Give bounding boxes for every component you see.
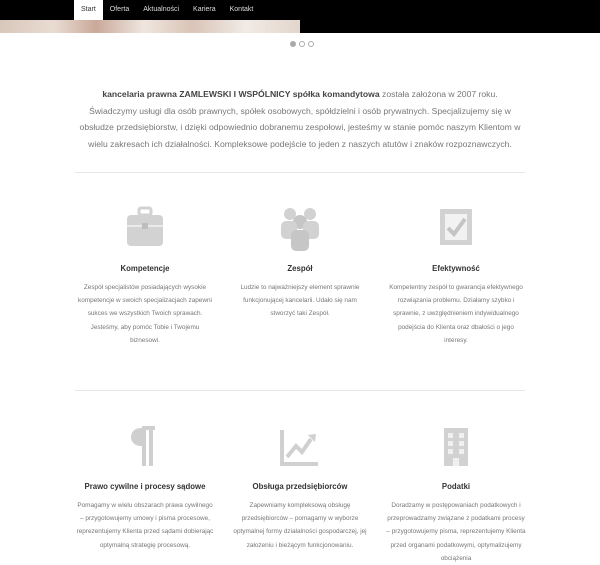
chart-icon: [278, 426, 322, 468]
service-text: Pomagamy w wielu obszarach prawa cywilnego – przygotowujemy umowy i pisma procesowe, reprezentujemy Klienta przed sądami dobierając optymalną strategię procesową.: [76, 502, 214, 549]
divider: [75, 172, 525, 173]
feature-title: Efektywność: [432, 264, 480, 273]
main-nav: [74, 0, 260, 20]
people-icon: [279, 206, 321, 252]
slider-dot-1[interactable]: [290, 41, 296, 47]
slider-pagination: [290, 41, 314, 47]
feature-zespol: [230, 206, 370, 318]
nav-item-start[interactable]: Start: [74, 0, 103, 20]
feature-kompetencje: [75, 206, 215, 344]
feature-title: Zespół: [287, 264, 313, 273]
service-title: Obsługa przedsiębiorców: [252, 482, 348, 491]
service-text: Zapewniamy kompleksową obsługę przedsiębiorców – pomagamy w wyborze optymalnej formy działalności gospodarczej, jej założeniu i bieżącym funkcjonowaniu.: [233, 502, 367, 549]
nav-item-kontakt[interactable]: Kontakt: [229, 6, 254, 13]
building-icon: [438, 426, 474, 468]
service-title: Prawo cywilne i procesy sądowe: [84, 482, 206, 491]
service-podatki: [386, 426, 526, 562]
checkbox-icon: [436, 206, 476, 248]
hero-slider: [0, 0, 600, 33]
feature-title: Kompetencje: [120, 264, 170, 273]
intro-paragraph: [78, 86, 522, 152]
paragraph-icon: [125, 426, 165, 468]
service-obsluga-przedsiebiorcow: [230, 426, 370, 549]
intro-text: została założona w 2007 roku. Świadczymy usługi dla osób prawnych, spółek osobowych, spółdzielni i osób prywatnych. Specjalizujemy się w obsłudze przedsiębiorstw, i dzięki odpowiednio dobranemu zespołowi, jesteśmy w stanie pomóc naszym Klientom w wielu zakresach ich działalności. Kompleksowe podejście to jeden z naszych atutów i znaków rozpoznawczych.: [79, 89, 521, 149]
nav-item-aktualnosci[interactable]: Aktualności: [143, 6, 180, 13]
slider-dot-3[interactable]: [308, 41, 314, 47]
slider-dot-2[interactable]: [299, 41, 305, 47]
service-text: Doradzamy w postępowaniach podatkowych i przeprowadzamy związane z podatkami procesy – przygotowujemy pisma, reprezentujemy Klienta przed organami podatkowymi, optymalizujemy obciążenia: [386, 502, 526, 562]
feature-efektywnosc: [386, 206, 526, 344]
feature-text: Ludzie to najważniejszy element sprawnie funkcjonującej kancelarii. Udało się nam stworzyć taki Zespół.: [240, 284, 360, 318]
feature-text: Kompetentny zespół to gwarancja efektywnego rozwiązania problemu. Działamy szybko i sprawnie, z uwzględnieniem indywidualnego podejścia do Klienta oraz dbałości o jego interesy.: [389, 284, 523, 344]
service-prawo-cywilne: [75, 426, 215, 549]
company-name: kancelaria prawna ZAMLEWSKI I WSPÓLNICY spółka komandytowa: [102, 89, 380, 99]
divider: [75, 390, 525, 391]
briefcase-icon: [125, 206, 165, 248]
nav-item-oferta[interactable]: Oferta: [109, 6, 130, 13]
service-title: Podatki: [441, 482, 471, 491]
nav-item-kariera[interactable]: Kariera: [193, 6, 216, 13]
feature-text: Zespół specjalistów posiadających wysokie kompetencje w swoich specjalizacjach zapewni sukces we wszystkich Twoich sprawach. Jesteśmy, aby pomóc Tobie i Twojemu biznesowi.: [78, 284, 212, 344]
hero-image: [0, 20, 300, 33]
